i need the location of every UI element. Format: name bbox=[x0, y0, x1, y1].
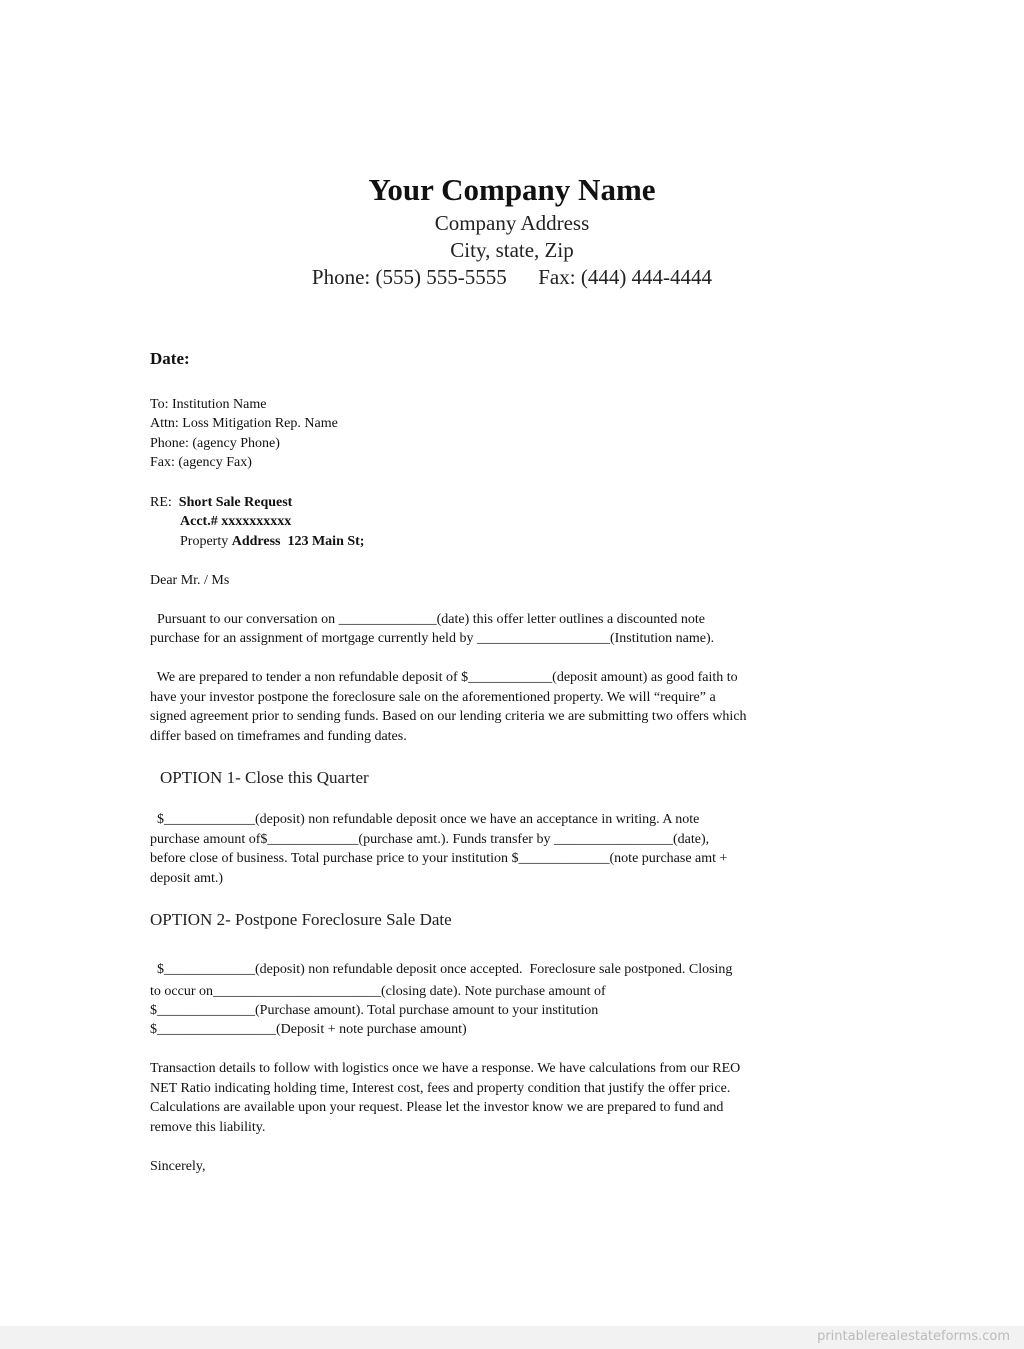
footer-bar bbox=[0, 1326, 1024, 1349]
recipient-line: Fax: (agency Fax) bbox=[150, 455, 252, 470]
paragraph-line: signed agreement prior to sending funds. Based on our lending criteria we are submitting two offers which bbox=[150, 709, 747, 724]
paragraph-line: We are prepared to tender a non refundable deposit of $____________(deposit amount) as good faith to bbox=[150, 670, 738, 685]
salutation: Dear Mr. / Ms bbox=[150, 573, 230, 588]
re-subject: Short Sale Request bbox=[178, 495, 293, 510]
recipient-line: To: Institution Name bbox=[150, 397, 267, 412]
closing-line: NET Ratio indicating holding time, Interest cost, fees and property condition that justify the offer price. bbox=[150, 1081, 731, 1096]
re-line bbox=[150, 494, 292, 512]
option1-line: purchase amount of$_____________(purchase amt.). Funds transfer by _________________(date), bbox=[150, 832, 710, 847]
option1-line: $_____________(deposit) non refundable deposit once we have an acceptance in writing. A note bbox=[150, 812, 700, 827]
closing-line: Calculations are available upon your request. Please let the investor know we are prepared to fund and bbox=[150, 1100, 724, 1115]
re-account: Acct.# xxxxxxxxxx bbox=[180, 514, 292, 529]
option2-line: to occur on________________________(closing date). Note purchase amount of bbox=[150, 984, 606, 999]
paragraph-line: differ based on timeframes and funding dates. bbox=[150, 729, 407, 744]
option1-heading: OPTION 1- Close this Quarter bbox=[160, 768, 369, 787]
re-label: RE: bbox=[150, 495, 172, 510]
company-address: Company Address bbox=[434, 211, 590, 235]
paragraph-line: Pursuant to our conversation on ______________(date) this offer letter outlines a discounted note bbox=[150, 612, 705, 627]
re-property-address: Address 123 Main St; bbox=[231, 534, 365, 549]
re-property bbox=[180, 533, 364, 551]
recipient-line: Phone: (agency Phone) bbox=[150, 436, 280, 451]
option1-line: deposit amt.) bbox=[150, 871, 224, 886]
option2-heading: OPTION 2- Postpone Foreclosure Sale Date bbox=[150, 910, 452, 929]
signoff: Sincerely, bbox=[150, 1159, 206, 1174]
closing-line: remove this liability. bbox=[150, 1120, 266, 1135]
paragraph-line: have your investor postpone the foreclosure sale on the aforementioned property. We will “require” a bbox=[150, 690, 716, 705]
closing-line: Transaction details to follow with logistics once we have a response. We have calculations from our REO bbox=[150, 1061, 741, 1076]
option2-line: $_____________(deposit) non refundable deposit once accepted. Foreclosure sale postponed. Closing bbox=[150, 962, 733, 977]
re-property-prefix: Property bbox=[180, 534, 232, 549]
company-name: Your Company Name bbox=[368, 172, 656, 207]
option2-line: $_________________(Deposit + note purchase amount) bbox=[150, 1022, 467, 1037]
date-label: Date: bbox=[150, 349, 190, 368]
recipient-line: Attn: Loss Mitigation Rep. Name bbox=[150, 416, 338, 431]
paragraph-line: purchase for an assignment of mortgage currently held by ___________________(Institution name). bbox=[150, 631, 715, 646]
option1-line: before close of business. Total purchase price to your institution $_____________(note purchase amt + bbox=[150, 851, 728, 866]
phone-fax: Phone: (555) 555-5555 Fax: (444) 444-4444 bbox=[311, 265, 713, 289]
option2-line: $______________(Purchase amount). Total purchase amount to your institution bbox=[150, 1003, 599, 1018]
watermark: printablerealestateforms.com bbox=[817, 1329, 1010, 1344]
city-state-zip: City, state, Zip bbox=[450, 238, 574, 262]
